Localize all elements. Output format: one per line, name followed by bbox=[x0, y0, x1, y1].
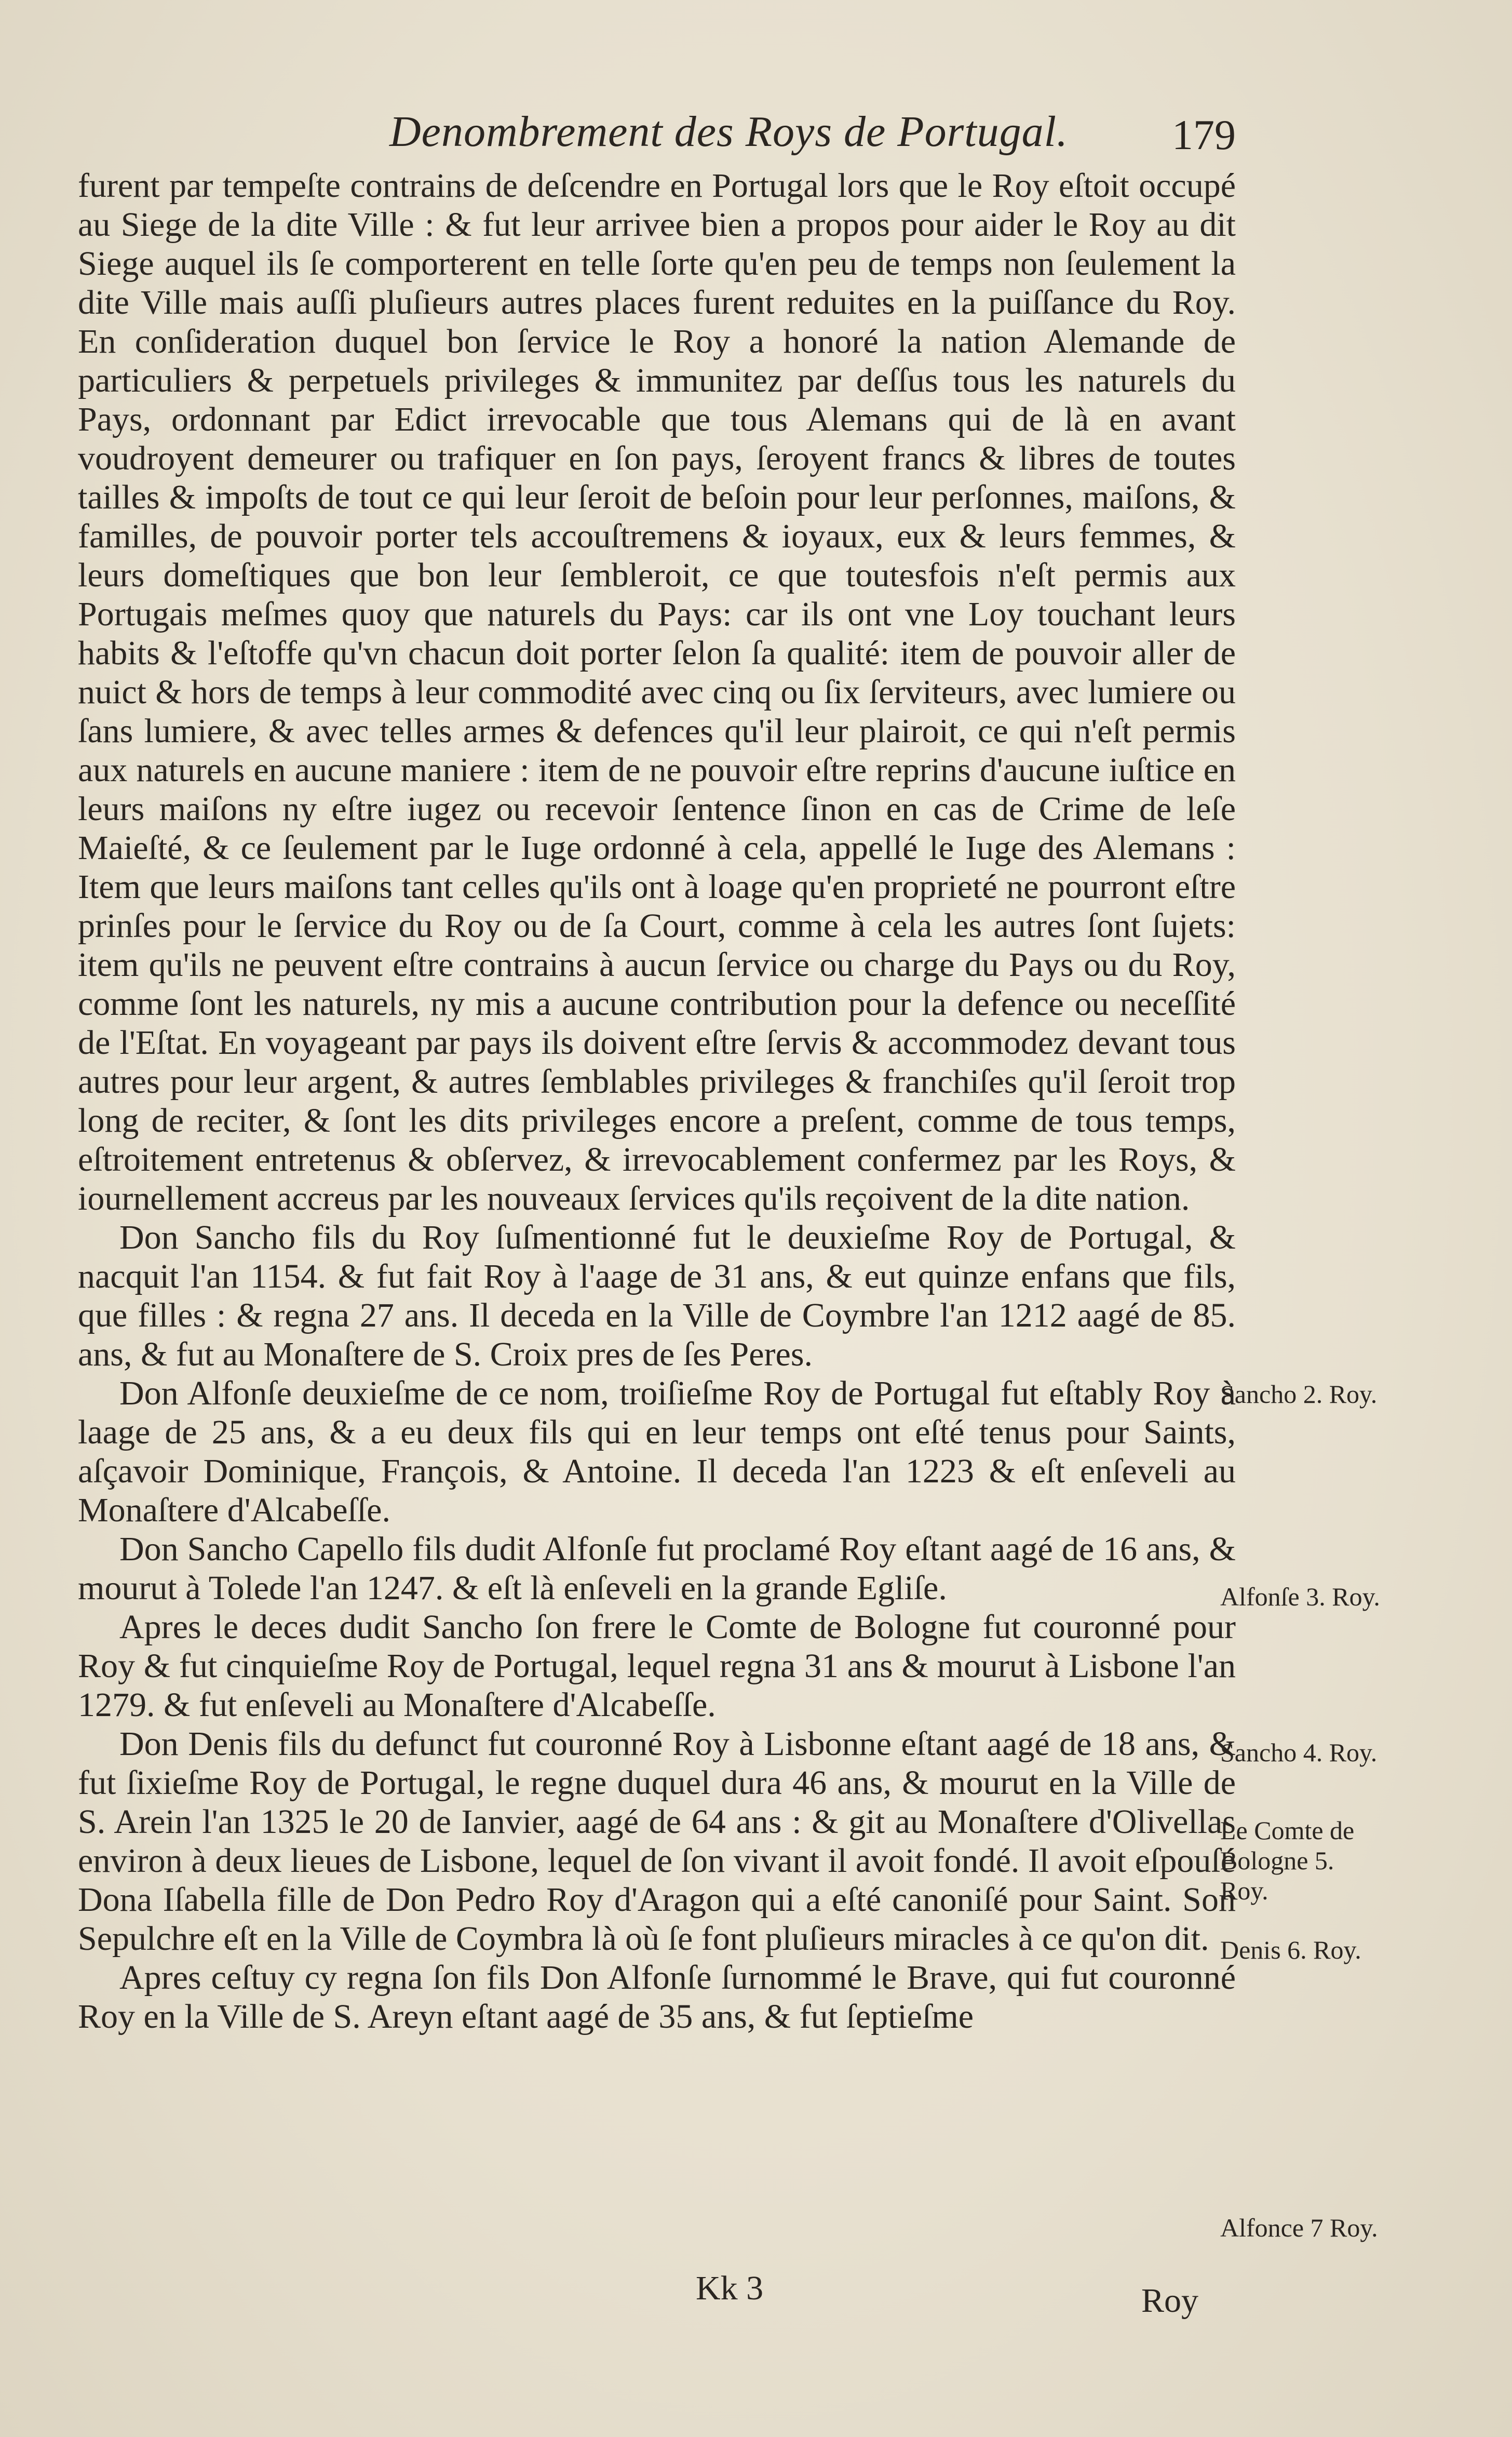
running-header bbox=[78, 106, 1236, 164]
paragraph-privileges: furent par tempeſte contrains de deſcendre en Portugal lors que le Roy eſtoit occupé au Siege de la dite Ville : & fut leur arrivee bien a propos pour aider le Roy au dit Siege auquel ils ſe comporterent en telle ſorte qu'en peu de temps non ſeulement la dite Ville mais auſſi pluſieurs autres places furent reduites en la puiſſance du Roy. En conſideration duquel bon ſervice le Roy a honoré la nation Alemande de particuliers & perpetuels privileges & immunitez par deſſus tous les naturels du Pays, ordonnant par Edict irrevocable que tous Alemans qui de là en avant voudroyent demeurer ou trafiquer en ſon pays, ſeroyent francs & libres de toutes tailles & impoſts de tout ce qui leur ſeroit de beſoin pour leur perſonnes, maiſons, & familles, de pouvoir porter tels accouſtremens & ioyaux, eux & leurs femmes, & leurs domeſtiques que bon leur ſembleroit, ce que toutesfois n'eſt permis aux Portugais meſmes quoy que naturels du Pays: car ils ont vne Loy touchant leurs habits & l'eſtoffe qu'vn chacun doit porter ſelon ſa qualité: item de pouvoir aller de nuict & hors de temps à leur commodité avec cinq ou ſix ſerviteurs, avec lumiere ou ſans lumiere, & avec telles armes & defences qu'il leur plairoit, ce qui n'eſt permis aux naturels en aucune maniere : item de ne pouvoir eſtre reprins d'aucune iuſtice en leurs maiſons ny eſtre iugez ou recevoir ſentence ſinon en cas de Crime de leſe Maieſté, & ce ſeulement par le Iuge ordonné à cela, appellé le Iuge des Alemans : Item que leurs maiſons tant celles qu'ils ont à loage qu'en proprieté ne pourront eſtre prinſes pour le ſervice du Roy ou de ſa Court, comme à cela les autres ſont ſujets: item qu'ils ne peuvent eſtre contrains à aucun ſervice ou charge du Pays ou du Roy, comme ſont les naturels, ny mis a aucune contribution pour la defence ou neceſſité de l'Eſtat. En voyageant par pays ils doivent eſtre ſervis & accommodez devant tous autres pour leur argent, & autres ſemblables privileges & franchiſes qu'il ſeroit trop long de reciter, & ſont les dits privileges encore a preſent, comme de tous temps, eſtroitement entretenus & obſervez, & irrevocablement confermez par les Roys, & iournellement accreus par les nouveaux ſervices qu'ils reçoivent de la dite nation. bbox=[78, 167, 1236, 1217]
margin-note-sancho-4: Sancho 4. Roy. bbox=[1220, 1738, 1378, 1767]
main-text bbox=[78, 166, 1236, 2036]
margin-note-alfonce-7: Alfonce 7 Roy. bbox=[1220, 2213, 1378, 2242]
paragraph-sancho-2: Don Sancho fils du Roy ſuſmentionné fut le deuxieſme Roy de Portugal, & nacquit l'an 1154. & fut fait Roy à l'aage de 31 ans, & eut quinze enfans que fils, que filles : & regna 27 ans. Il deceda en la Ville de Coymbre l'an 1212 aagé de 85. ans, & fut au Monaſtere de S. Croix pres de ſes Peres. bbox=[78, 1218, 1236, 1373]
paragraph-denis-6: Don Denis fils du defunct fut couronné Roy à Lisbonne eſtant aagé de 18 ans, & fut ſixieſme Roy de Portugal, le regne duquel dura 46 ans, & mourut en la Ville de S. Arein l'an 1325 le 20 de Ianvier, aagé de 64 ans : & git au Monaſtere d'Olivellas environ à deux lieues de Lisbone, lequel de ſon vivant il avoit fondé. Il avoit eſpouſé Dona Iſabella fille de Don Pedro Roy d'Aragon qui a eſté canoniſé pour Saint. Son Sepulchre eſt en la Ville de Coymbra là où ſe font pluſieurs miracles à ce qu'on dit. bbox=[78, 1725, 1236, 1958]
margin-note-sancho-2: Sancho 2. Roy. bbox=[1220, 1380, 1378, 1409]
signature-mark: Kk 3 bbox=[696, 2269, 764, 2307]
page-number: 179 bbox=[1172, 111, 1236, 158]
paragraph-sancho-4: Don Sancho Capello fils dudit Alfonſe fut proclamé Roy eſtant aagé de 16 ans, & mourut à Tolede l'an 1247. & eſt là enſeveli en la grande Egliſe. bbox=[78, 1530, 1236, 1607]
paragraph-alfonse-3: Don Alfonſe deuxieſme de ce nom, troiſieſme Roy de Portugal fut eſtably Roy à laage de 25 ans, & a eu deux fils qui en leur temps ont eſté tenus pour Saints, aſçavoir Dominique, François, & Antoine. Il deceda l'an 1223 & eſt enſeveli au Monaſtere d'Alcabeſſe. bbox=[78, 1374, 1236, 1529]
running-title: Denombrement des Roys de Portugal. bbox=[389, 108, 1068, 156]
margin-note-comte-bologne-5: Le Comte de Bologne 5. Roy. bbox=[1220, 1816, 1355, 1905]
margin-note-alfonse-3: Alfonſe 3. Roy. bbox=[1220, 1582, 1380, 1611]
paragraph-alfonce-7: Apres ceſtuy cy regna ſon fils Don Alfonſe ſurnommé le Brave, qui fut couronné Roy en la Ville de S. Areyn eſtant aagé de 35 ans, & fut ſeptieſme bbox=[78, 1959, 1236, 2036]
catchword: Roy bbox=[1141, 2282, 1199, 2320]
paragraph-comte-bologne-5: Apres le deces dudit Sancho ſon frere le Comte de Bologne fut couronné pour Roy & fut cinquieſme Roy de Portugal, lequel regna 31 ans & mourut à Lisbone l'an 1279. & fut enſeveli au Monaſtere d'Alcabeſſe. bbox=[78, 1608, 1236, 1724]
margin-note-denis-6: Denis 6. Roy. bbox=[1220, 1935, 1361, 1964]
